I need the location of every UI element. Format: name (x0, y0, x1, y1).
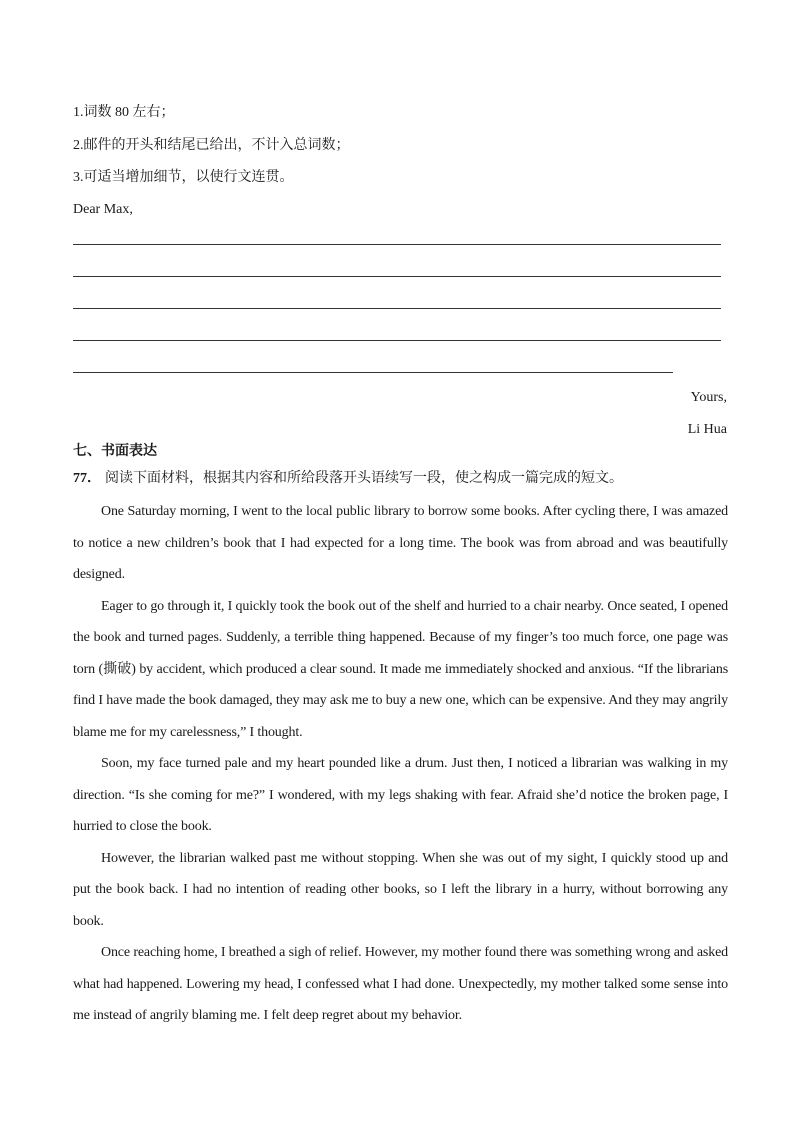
writing-line[interactable] (73, 372, 673, 373)
passage-paragraph-4: However, the librarian walked past me without stopping. When she was out of my sight, I quickly stood up and put the book back. I had no intention of reading other books, so I left the library in a hurry, without borrowing any book. (73, 850, 728, 929)
section-title: 七、书面表达 (73, 444, 157, 459)
writing-line[interactable] (73, 244, 721, 245)
letter-closing: Yours, (690, 390, 727, 405)
question-text: 阅读下面材料，根据其内容和所给段落开头语续写一段，使之构成一篇完成的短文。 (105, 471, 623, 486)
passage-paragraph-2: Eager to go through it, I quickly took the book out of the shelf and hurried to a chair nearby. Once seated, I opened the book and turned pages. Suddenly, a terrible thing happened. Because of my finger’s too much force, one page was torn (撕破) by accident, which produced a clear sound. It made me immediately shocked and anxious. “If the librarians find I have made the book damaged, they may ask me to buy a new one, which can be expensive. And they may angrily blame me for my carelessness,” I thought. (73, 598, 728, 740)
passage-paragraph-5: Once reaching home, I breathed a sigh of relief. However, my mother found there was something wrong and asked what had happened. Lowering my head, I confessed what I had done. Unexpectedly, my mother talked some sense into me instead of angrily blaming me. I felt deep regret about my behavior. (73, 945, 728, 1023)
letter-signature: Li Hua (687, 422, 727, 437)
requirement-2: 2.邮件的开头和结尾已给出，不计入总词数； (73, 138, 350, 153)
writing-line[interactable] (73, 276, 721, 277)
writing-line[interactable] (73, 340, 721, 341)
letter-salutation: Dear Max, (73, 202, 133, 217)
requirement-3: 3.可适当增加细节，以使行文连贯。 (73, 170, 294, 185)
passage-paragraph-1: One Saturday morning, I went to the local public library to borrow some books. After cycling there, I was amazed to notice a new children’s book that I had expected for a long time. The book was from abroad and was beautifully designed. (73, 504, 728, 582)
requirement-1: 1.词数 80 左右； (73, 105, 175, 120)
writing-line[interactable] (73, 308, 721, 309)
passage-paragraph-3: Soon, my face turned pale and my heart pounded like a drum. Just then, I noticed a librarian was walking in my direction. “Is she coming for me?” I wondered, with my legs shaking with fear. Afraid she’d notice the broken page, I hurried to close the book. (73, 756, 728, 834)
question-number: 77． (73, 471, 101, 486)
question-prompt (73, 470, 623, 488)
story-passage (73, 496, 728, 1032)
